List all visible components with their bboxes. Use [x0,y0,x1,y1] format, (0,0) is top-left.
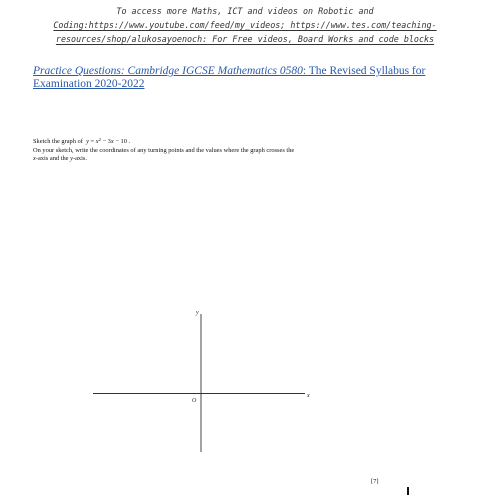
equation-y: y [86,138,89,145]
origin-label: O [192,398,197,404]
y-axis-word: y [70,155,73,162]
banner-line-2[interactable]: Coding:https://www.youtube.com/feed/my_videos; https://www.tes.com/teaching- [53,20,437,30]
banner-line-3[interactable]: resources/shop/alukosayoenoch: For Free videos, Board Works and code blocks [55,34,435,44]
equation-x: x [95,138,99,145]
equation-power: 2 [98,136,101,142]
heading-part-2: : The Revised Syllabus for [302,65,426,77]
equation-equals: = [88,138,96,145]
heading-line-2: Examination 2020-2022 [33,78,145,90]
x-axis-word: x [33,155,36,162]
question-line-3-end: -axis. [72,155,87,162]
banner-line-1: To access more Maths, ICT and videos on Robotic and [116,6,374,16]
x-axis-label: x [307,393,310,399]
marks-allocation: [7] [371,478,379,485]
question-line-2: On your sketch, write the coordinates of any turning points and the values where the graph crosses the [33,146,295,154]
equation-rest: − 3 [100,138,111,145]
equation-x2: x [110,138,114,145]
text-cursor [407,487,409,495]
heading-code: 0580 [279,65,303,77]
question-prefix: Sketch the graph of [33,138,83,145]
equation-const: − 10 . [113,138,131,145]
question-line-3-mid: -axis and the [35,155,71,162]
heading-part-1: Practice Questions: Cambridge IGCSE Mathematics [33,65,278,77]
y-axis-label: y [196,310,199,316]
